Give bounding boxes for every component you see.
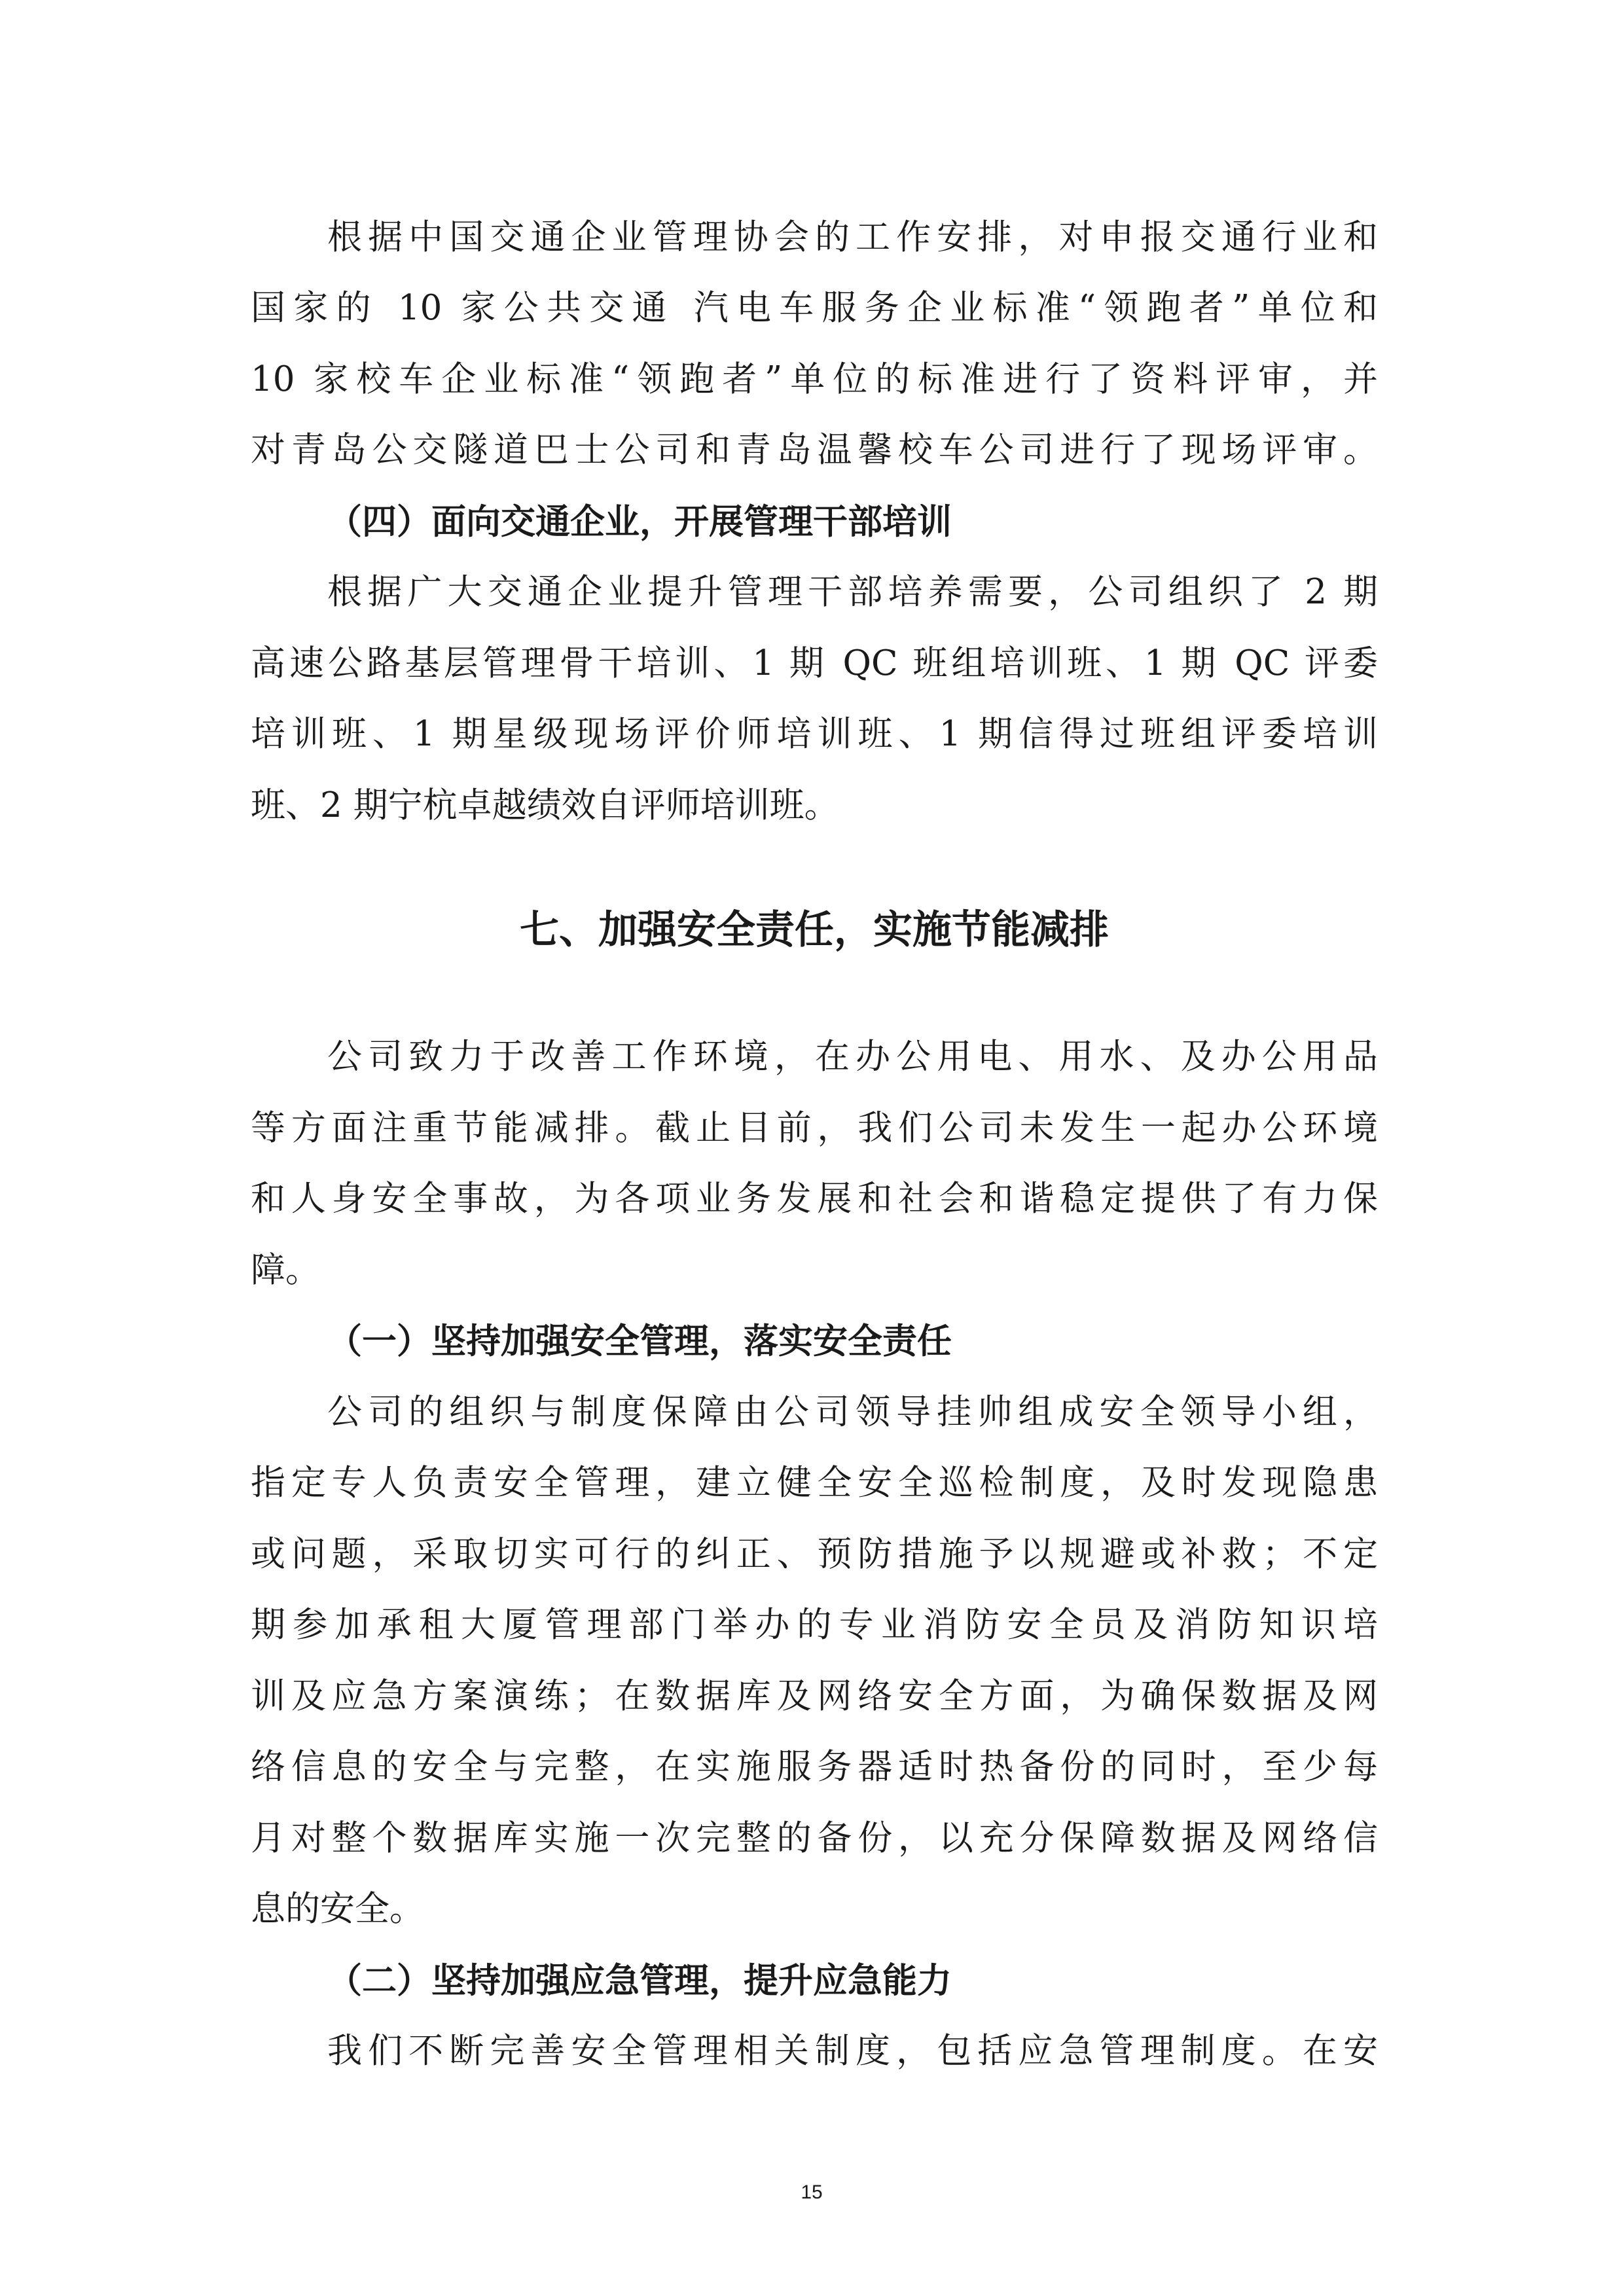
paragraph-1-line-3: 10 家校车企业标准“领跑者”单位的标准进行了资料评审，并	[251, 359, 1378, 399]
paragraph-4-line-3: 或问题，采取切实可行的纠正、预防措施予以规避或补救；不定	[251, 1534, 1378, 1574]
paragraph-4-line-5: 训及应急方案演练；在数据库及网络安全方面，为确保数据及网	[251, 1676, 1378, 1716]
paragraph-4-line-2: 指定专人负责安全管理，建立健全安全巡检制度，及时发现隐患	[251, 1463, 1378, 1503]
section-title: 七、加强安全责任，实施节能减排	[520, 907, 1109, 953]
paragraph-4-line-8: 息的安全。	[251, 1889, 424, 1929]
paragraph-2-line-1: 根据广大交通企业提升管理干部培养需要，公司组织了 2 期	[327, 572, 1378, 612]
paragraph-2-line-2: 高速公路基层管理骨干培训、1 期 QC 班组培训班、1 期 QC 评委	[251, 643, 1378, 683]
paragraph-3-line-3: 和人身安全事故，为各项业务发展和社会和谐稳定提供了有力保	[251, 1179, 1378, 1219]
paragraph-3-line-4: 障。	[251, 1250, 320, 1290]
paragraph-2-line-4: 班、2 期宁杭卓越绩效自评师培训班。	[251, 785, 839, 825]
paragraph-4-line-4: 期参加承租大厦管理部门举办的专业消防安全员及消防知识培	[251, 1605, 1378, 1645]
paragraph-4-line-7: 月对整个数据库实施一次完整的备份，以充分保障数据及网络信	[251, 1818, 1378, 1858]
paragraph-4-line-1: 公司的组织与制度保障由公司领导挂帅组成安全领导小组，	[327, 1392, 1378, 1432]
paragraph-5-line-1: 我们不断完善安全管理相关制度，包括应急管理制度。在安	[327, 2031, 1378, 2071]
paragraph-1-line-2: 国家的 10 家公共交通 汽电车服务企业标准“领跑者”单位和	[251, 288, 1378, 328]
paragraph-1-line-4: 对青岛公交隧道巴士公司和青岛温馨校车公司进行了现场评审。	[251, 430, 1378, 470]
paragraph-3-line-1: 公司致力于改善工作环境，在办公用电、用水、及办公用品	[327, 1037, 1378, 1077]
heading-training: （四）面向交通企业，开展管理干部培训	[327, 501, 952, 542]
heading-emergency-management: （二）坚持加强应急管理，提升应急能力	[327, 1960, 952, 2001]
paragraph-4-line-6: 络信息的安全与完整，在实施服务器适时热备份的同时，至少每	[251, 1747, 1378, 1787]
heading-safety-management: （一）坚持加强安全管理，落实安全责任	[327, 1321, 952, 1361]
paragraph-2-line-3: 培训班、1 期星级现场评价师培训班、1 期信得过班组评委培训	[251, 714, 1378, 754]
paragraph-3-line-2: 等方面注重节能减排。截止目前，我们公司未发生一起办公环境	[251, 1108, 1378, 1148]
page-number: 15	[801, 2181, 823, 2203]
paragraph-1-line-1: 根据中国交通企业管理协会的工作安排，对申报交通行业和	[327, 217, 1378, 257]
